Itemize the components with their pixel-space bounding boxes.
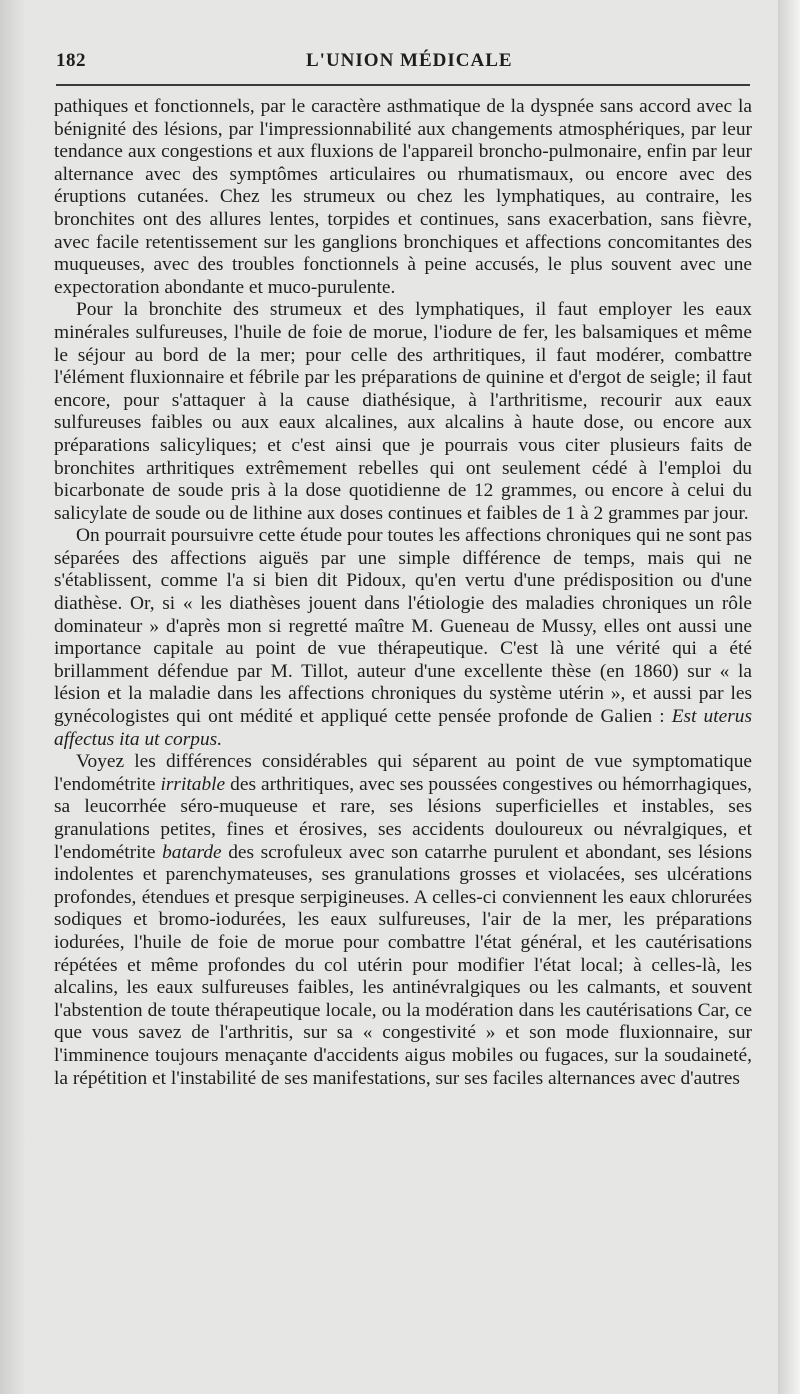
paragraph-text: Voyez les différences considérables qui séparent au point de vue symptomatique l'endométrite xyxy=(54,751,752,795)
italic-term: irritable xyxy=(160,773,226,795)
body-text xyxy=(54,96,752,1090)
paragraph xyxy=(54,96,752,299)
header-rule xyxy=(56,84,750,86)
paragraph-text: pathiques et fonctionnels, par le caractère asthmatique de la dyspnée sans accord avec la bénignité des lésions, par l'impressionnabilité aux changements atmosphériques, par leur tendance aux congestions et aux fluxions de l'appareil broncho-pulmonaire, enfin par leur alternance avec des symptômes articulaires ou rhumatismaux, ou encore avec des éruptions cutanées. Chez les strumeux ou chez les lymphatiques, au contraire, les bronchites ont des allures lentes, torpides et continues, sans exacerbation, sans fièvre, avec facile retentissement sur les ganglions bronchiques et affections concomitantes des muqueuses, avec des troubles fonctionnels à peine accusés, le plus souvent avec une expectoration abondante et muco-purulente. xyxy=(54,96,752,298)
paragraph xyxy=(54,525,752,751)
running-title: L'UNION MÉDICALE xyxy=(306,50,513,71)
paragraph xyxy=(54,751,752,1090)
page-header xyxy=(56,48,756,78)
page-number: 182 xyxy=(56,50,86,71)
paragraph xyxy=(54,299,752,525)
paragraph-text: Pour la bronchite des strumeux et des lymphatiques, il faut employer les eaux minérales sulfureuses, l'huile de foie de morue, l'iodure de fer, les balsamiques et même le séjour au bord de la mer; pour celle des arthritiques, il faut modérer, combattre l'élément fluxionnaire et fébrile par les préparations de quinine et d'ergot de seigle; il faut encore, pour s'attaquer à la cause diathésique, à l'arthritisme, recourir aux eaux sulfureuses faibles ou aux eaux alcalines, aux alcalins à haute dose, ou encore aux préparations salicyliques; et c'est ainsi que je pourrais vous citer plusieurs faits de bronchites arthritiques extrêmement rebelles qui ont seulement cédé à l'emploi du bicarbonate de soude pris à la dose quotidienne de 12 grammes, ou encore à celui du salicylate de soude ou de lithine aux doses continues et faibles de 1 à 2 grammes par jour. xyxy=(54,299,752,524)
latin-quote: Est uterus affectus ita ut corpus. xyxy=(54,706,752,750)
paragraph-text: des arthritiques, avec ses poussées congestives ou hémorrhagiques, sa leucorrhée séro-muqueuse et rare, ses lésions superficielles et instables, ses granulations petites, fines et érosives, ses accidents douloureux ou névralgiques, et l'endométrite xyxy=(54,773,752,863)
page-edge xyxy=(778,0,800,1394)
paragraph-text: des scrofuleux avec son catarrhe purulent et abondant, ses lésions indolentes et parenchymateuses, ses granulations grosses et violacées, ses ulcérations profondes, étendues et presque serpigineuses. A celles-ci conviennent les eaux chlorurées sodiques et bromo-iodurées, les eaux sulfureuses, l'air de la mer, les préparations iodurées, l'huile de foie de morue pour combattre l'état général, et les cautérisations répétées et même profondes du col utérin pour modifier l'état local; à celles-là, les alcalins, les eaux sulfureuses faibles, les antinévralgiques ou les calmants, et souvent l'abstention de toute thérapeutique locale, ou la modération dans les cautérisations Car, ce que vous savez de l'arthritis, sur sa « congestivité » et son mode fluxionnaire, sur l'imminence toujours menaçante d'accidents aigus mobiles ou fugaces, sur la soudaineté, la répétition et l'instabilité de ses manifestations, sur ses faciles alternances avec d'autres xyxy=(54,841,752,1089)
paragraph-text: On pourrait poursuivre cette étude pour toutes les affections chroniques qui ne sont pas séparées des affections aiguës par une simple différence de temps, mais qui ne s'établissent, comme l'a si bien dit Pidoux, qu'en vertu d'une prédisposition ou d'une diathèse. Or, si « les diathèses jouent dans l'étiologie des maladies chroniques un rôle dominateur » d'après mon si regretté maître M. Gueneau de Mussy, elles ont aussi une importance capitale au point de vue thérapeutique. C'est là une vérité qui a été brillamment défendue par M. Tillot, auteur d'une excellente thèse (en 1860) sur « la lésion et la maladie dans les affections chroniques du système utérin », et aussi par les gynécologistes qui ont médité et appliqué cette pensée profonde de Galien : xyxy=(54,525,752,728)
page-gutter-shadow xyxy=(0,0,26,1394)
italic-term: batarde xyxy=(162,841,222,863)
